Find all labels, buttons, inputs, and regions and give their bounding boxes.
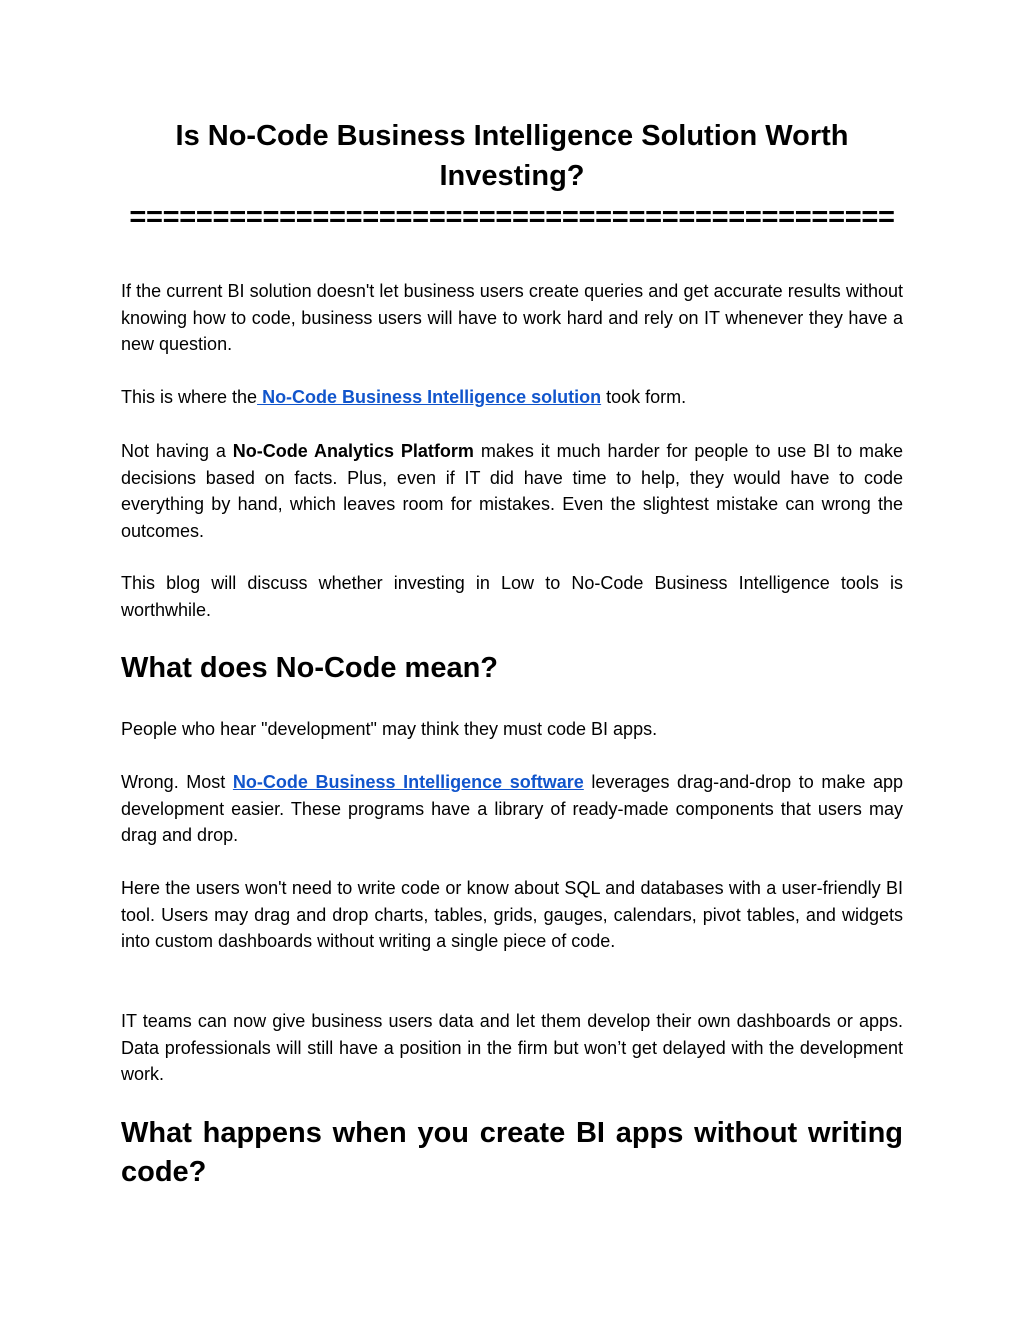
section1-paragraph-2-text-after: leverages drag-and-drop to make app development easier. These programs have a library of ready-made components that users may drag and drop.	[121, 772, 903, 845]
no-code-bi-solution-link[interactable]: No-Code Business Intelligence solution	[257, 387, 602, 407]
section1-paragraph-2-text-before: Wrong. Most	[121, 772, 233, 792]
intro-paragraph-3-text-before: Not having a	[121, 441, 233, 461]
section1-paragraph-1: People who hear "development" may think they must code BI apps.	[121, 719, 658, 739]
section1-paragraph-2	[121, 769, 903, 849]
no-code-analytics-platform-bold: No-Code Analytics Platform	[232, 441, 474, 461]
intro-paragraph-1: If the current BI solution doesn't let business users create queries and get accurate results without knowing how to code, business users will have to work hard and rely on IT whenever they have a new question.	[121, 281, 903, 354]
page-title: Is No-Code Business Intelligence Solution Worth Investing?	[175, 120, 849, 192]
title-underline-rule: ==============================================	[129, 201, 895, 233]
intro-paragraph-3	[121, 438, 903, 544]
section1-paragraph-3: Here the users won't need to write code or know about SQL and databases with a user-friendly BI tool. Users may drag and drop charts, tables, grids, gauges, calendars, pivot tables, and widgets into custom dashboards without writing a single piece of code.	[121, 878, 903, 951]
intro-paragraph-4: This blog will discuss whether investing in Low to No-Code Business Intelligence tools is worthwhile.	[121, 573, 903, 620]
intro-paragraph-2-text-before: This is where the	[121, 387, 258, 407]
section-heading-no-code-meaning: What does No-Code mean?	[121, 652, 499, 684]
no-code-bi-software-link[interactable]: No-Code Business Intelligence software	[232, 772, 584, 792]
intro-paragraph-2-text-after: took form.	[601, 387, 687, 407]
intro-paragraph-2	[121, 384, 903, 411]
section1-paragraph-4: IT teams can now give business users data and let them develop their own dashboards or apps. Data professionals will still have a position in the firm but won’t get delayed with the development work.	[121, 1011, 903, 1084]
intro-paragraph-3-text-after: makes it much harder for people to use BI to make decisions based on facts. Plus, even if IT did have time to help, they would have to code everything by hand, which leaves room for mistakes. Even the slightest mistake can wrong the outcomes.	[121, 441, 903, 541]
section-heading-create-bi-apps: What happens when you create BI apps without writing code?	[121, 1117, 903, 1188]
